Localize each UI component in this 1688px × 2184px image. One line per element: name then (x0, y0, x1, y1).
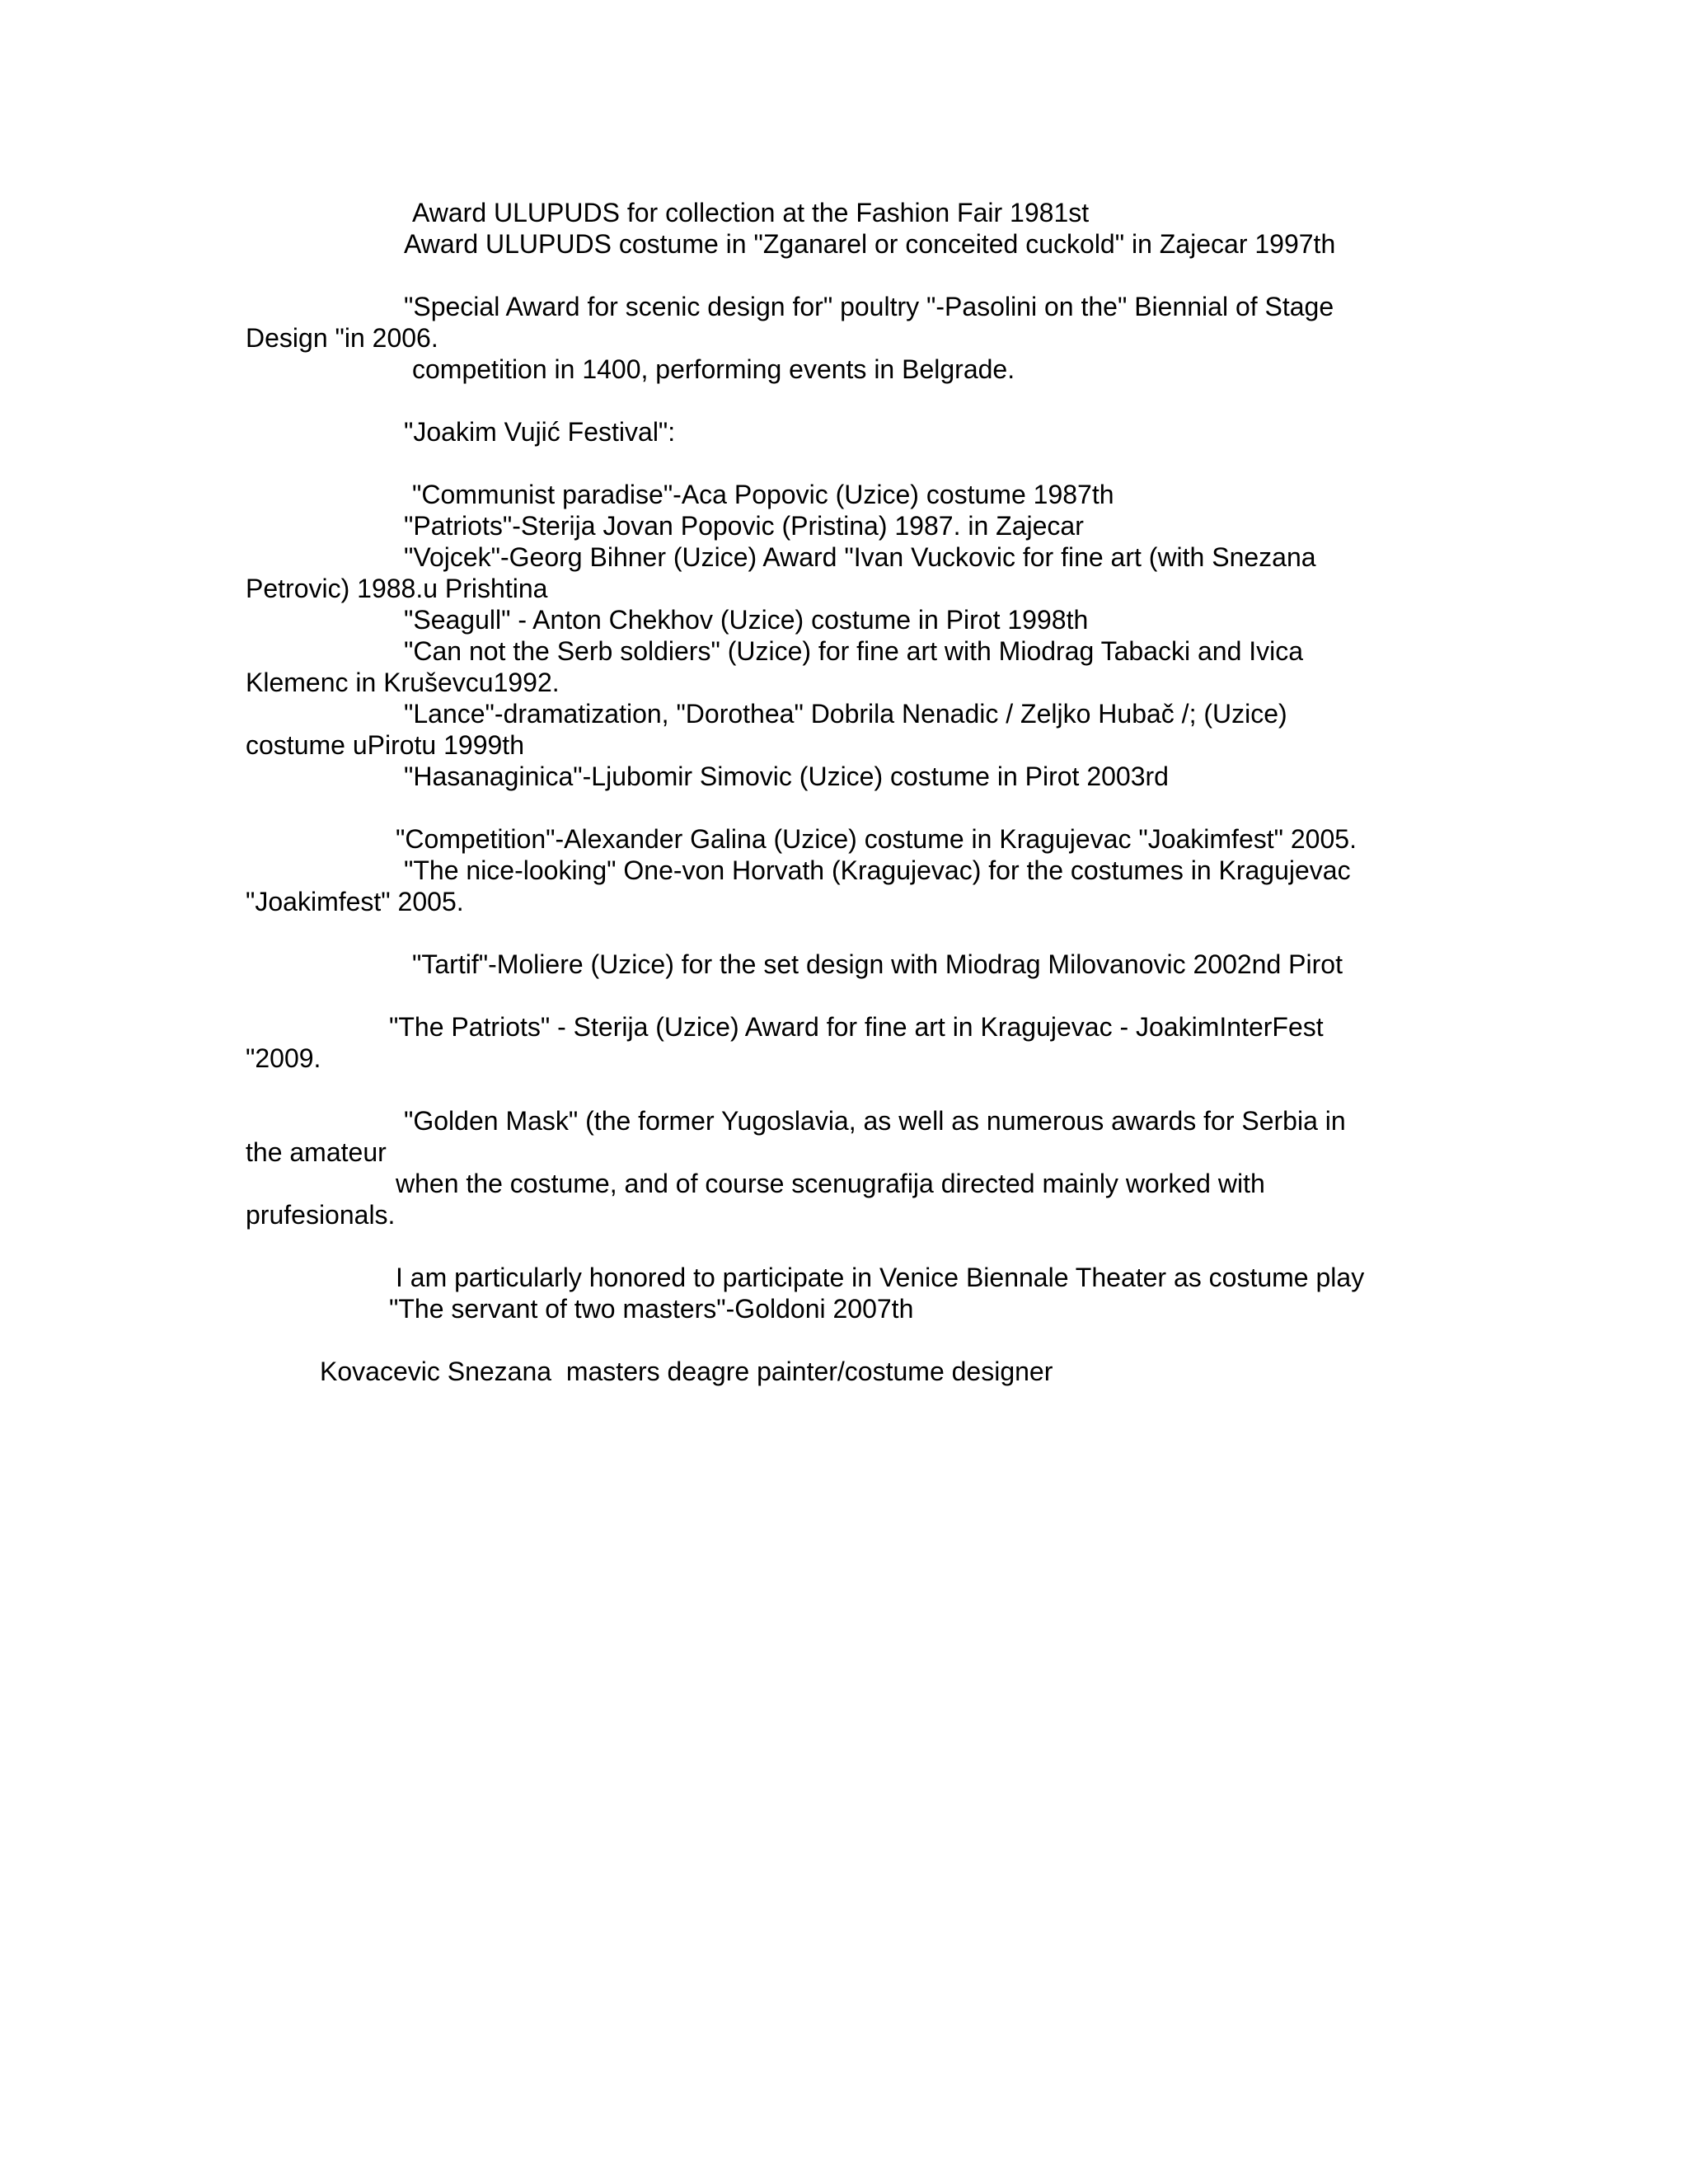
text-line: Award ULUPUDS costume in "Zganarel or conceited cuckold" in Zajecar 1997th (404, 229, 1336, 259)
text-line: Award ULUPUDS for collection at the Fashion Fair 1981st (412, 198, 1090, 227)
text-line: "Special Award for scenic design for" poultry "-Pasolini on the" Biennial of Stage (404, 292, 1334, 321)
signature-line: Kovacevic Snezana masters deagre painter/costume designer (320, 1357, 1053, 1386)
text-line: Petrovic) 1988.u Prishtina (246, 574, 548, 603)
text-line: Klemenc in Kruševcu1992. (246, 668, 560, 697)
text-line: when the costume, and of course scenugrafija directed mainly worked with (396, 1169, 1265, 1198)
text-line: "Seagull" - Anton Chekhov (Uzice) costume in Pirot 1998th (404, 605, 1089, 635)
text-line: "The servant of two masters"-Goldoni 2007th (389, 1294, 914, 1324)
text-line: "Joakimfest" 2005. (246, 887, 464, 916)
text-line: "The nice-looking" One-von Horvath (Kragujevac) for the costumes in Kragujevac (404, 855, 1351, 885)
text-line: "Hasanaginica"-Ljubomir Simovic (Uzice) costume in Pirot 2003rd (404, 762, 1169, 791)
text-line: Design "in 2006. (246, 323, 438, 353)
text-line: "Golden Mask" (the former Yugoslavia, as well as numerous awards for Serbia in (404, 1106, 1346, 1136)
text-line: "Tartif"-Moliere (Uzice) for the set design with Miodrag Milovanovic 2002nd Pirot (412, 949, 1343, 979)
text-line: "Joakim Vujić Festival": (404, 417, 676, 447)
text-line: "Communist paradise"-Aca Popovic (Uzice) costume 1987th (412, 480, 1114, 509)
text-line: "2009. (246, 1043, 321, 1073)
text-line: competition in 1400, performing events in Belgrade. (412, 354, 1015, 384)
text-line: prufesionals. (246, 1200, 396, 1230)
text-line: "Competition"-Alexander Galina (Uzice) costume in Kragujevac "Joakimfest" 2005. (396, 824, 1357, 854)
text-line: "The Patriots" - Sterija (Uzice) Award for fine art in Kragujevac - JoakimInterFest (389, 1012, 1324, 1042)
text-line: "Patriots"-Sterija Jovan Popovic (Pristina) 1987. in Zajecar (404, 511, 1084, 541)
text-line: "Can not the Serb soldiers" (Uzice) for fine art with Miodrag Tabacki and Ivica (404, 636, 1304, 666)
text-line: costume uPirotu 1999th (246, 730, 524, 760)
text-line: I am particularly honored to participate in Venice Biennale Theater as costume play (396, 1263, 1365, 1292)
text-line: the amateur (246, 1137, 387, 1167)
text-line: "Vojcek"-Georg Bihner (Uzice) Award "Ivan Vuckovic for fine art (with Snezana (404, 542, 1316, 572)
text-line: "Lance"-dramatization, "Dorothea" Dobrila Nenadic / Zeljko Hubač /; (Uzice) (404, 699, 1287, 729)
